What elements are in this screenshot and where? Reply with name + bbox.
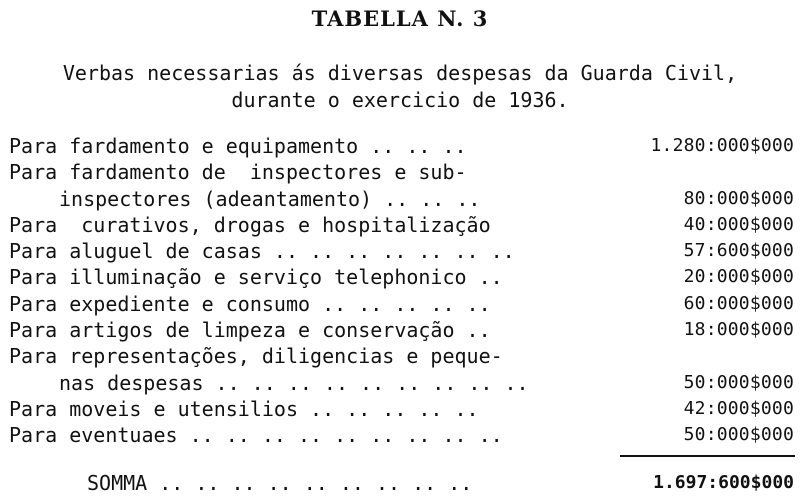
item-amount: 1.280:000$000	[650, 135, 794, 156]
item-amount: 57:600$000	[683, 240, 794, 262]
item-amount: 20:000$000	[683, 266, 794, 288]
item-description: Para moveis e utensilios .. .. .. .. ..	[9, 396, 479, 421]
budget-row	[9, 264, 794, 290]
item-amount: 80:000$000	[683, 187, 794, 209]
table-title: TABELLA N. 3	[311, 6, 489, 31]
budget-row	[9, 370, 794, 396]
item-description: Para artigos de limpeza e conservação ..	[9, 318, 491, 343]
total-row	[9, 470, 794, 496]
item-amount: 50:000$000	[683, 371, 794, 393]
subtitle-line-1: Verbas necessarias ás diversas despesas da Guarda Civil,	[62, 61, 738, 85]
budget-row	[9, 291, 794, 317]
budget-row	[9, 186, 794, 212]
budget-row	[9, 238, 794, 264]
item-description: Para fardamento de inspectores e sub-	[9, 160, 467, 185]
budget-row	[9, 343, 794, 369]
item-description: Para curativos, drogas e hospitalização	[9, 212, 491, 237]
sum-rule	[620, 455, 795, 457]
budget-row	[9, 159, 794, 185]
item-amount: 18:000$000	[683, 319, 794, 341]
item-amount: 60:000$000	[683, 292, 794, 314]
subtitle-line-2: durante o exercicio de 1936.	[231, 88, 569, 112]
item-description: Para eventuaes .. .. .. .. .. .. .. .. ..	[9, 423, 503, 448]
total-amount: 1.697:600$000	[653, 472, 794, 493]
budget-row	[9, 133, 794, 159]
item-description: Para representações, diligencias e peque-	[9, 344, 503, 369]
total-label: SOMMA .. .. .. .. .. .. .. .. ..	[87, 471, 473, 495]
item-description: inspectores (adeantamento) .. .. ..	[59, 186, 481, 211]
budget-row	[9, 317, 794, 343]
budget-row	[9, 422, 794, 448]
item-description: Para illuminação e serviço telephonico ..	[9, 265, 503, 290]
budget-row	[9, 212, 794, 238]
item-description: Para aluguel de casas .. .. .. .. .. .. ..	[9, 239, 515, 264]
table-subtitle	[0, 60, 800, 114]
budget-row	[9, 396, 794, 422]
item-description: Para fardamento e equipamento .. .. ..	[9, 134, 467, 158]
item-description: nas despesas .. .. .. .. .. .. .. .. ..	[59, 370, 529, 395]
item-amount: 42:000$000	[683, 397, 794, 419]
budget-items	[9, 133, 794, 449]
item-amount: 50:000$000	[683, 424, 794, 446]
item-amount: 40:000$000	[683, 213, 794, 235]
item-description: Para expediente e consumo .. .. .. .. ..	[9, 291, 491, 316]
